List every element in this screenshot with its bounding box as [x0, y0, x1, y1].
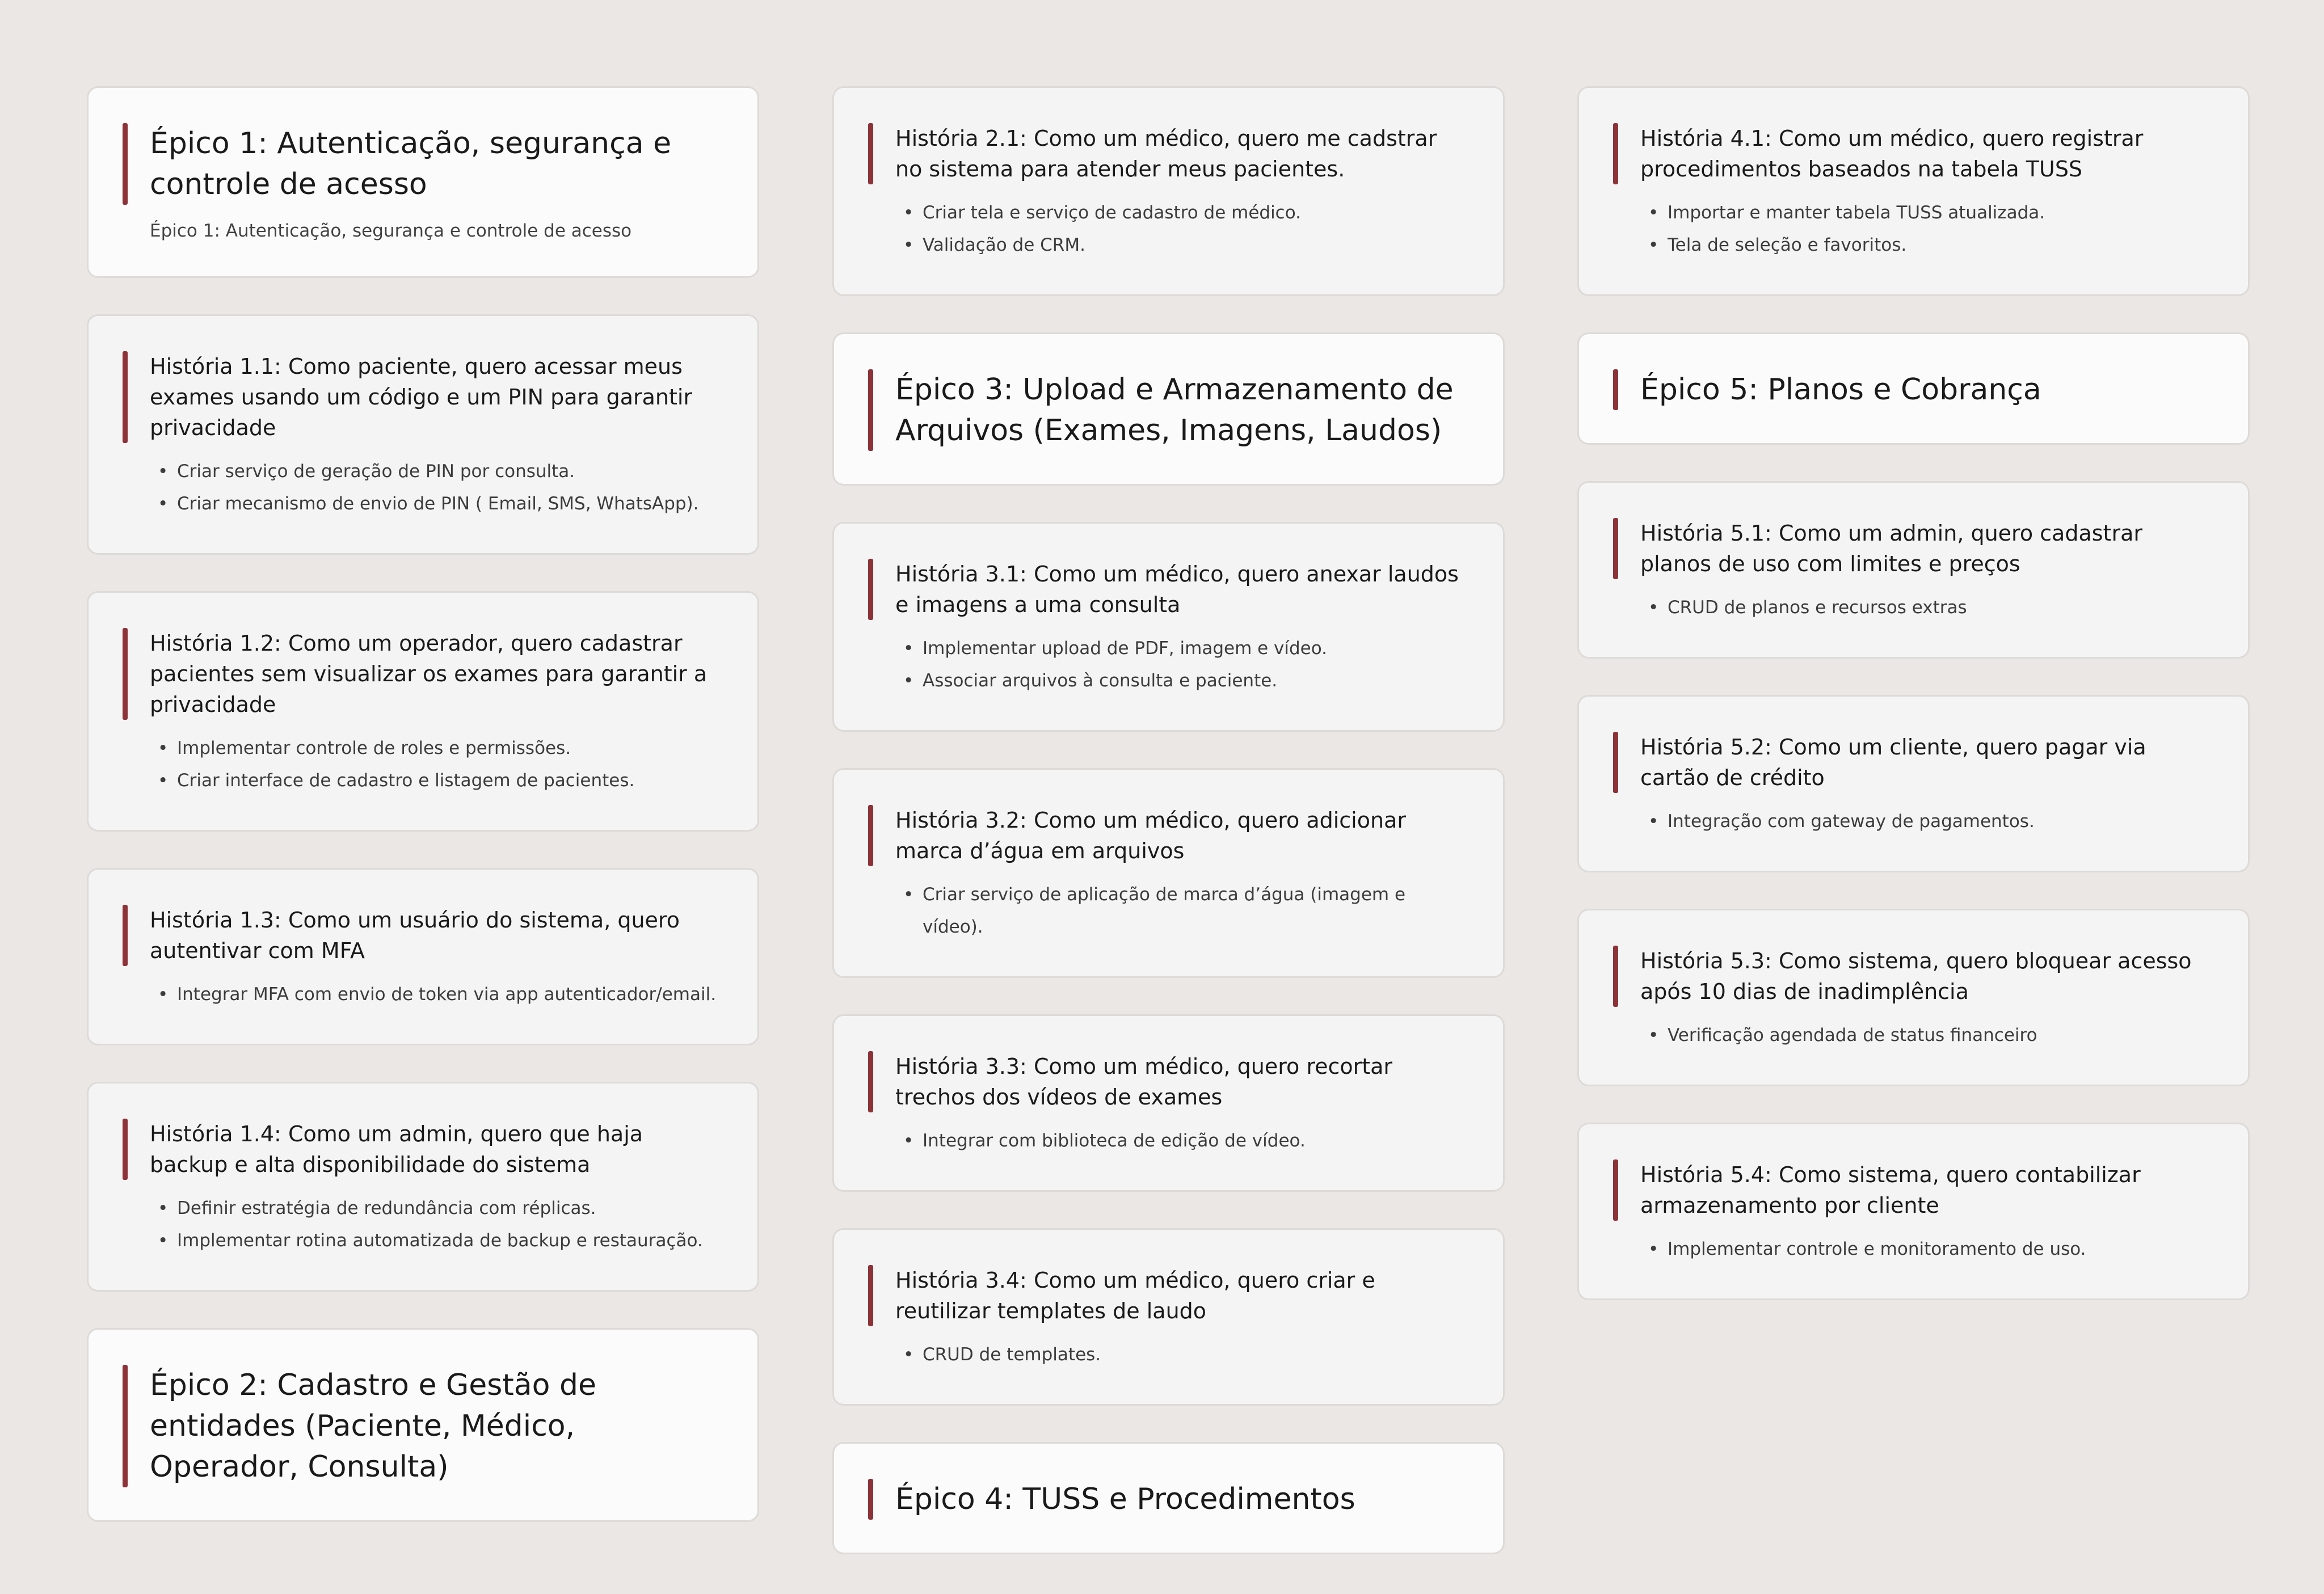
story-card[interactable]	[1577, 86, 2250, 296]
column-1	[87, 86, 759, 1558]
bullet-icon: •	[1648, 811, 1659, 832]
task-text: Integrar com biblioteca de edição de vídeo.	[923, 1131, 1306, 1151]
column-2	[832, 86, 1505, 1591]
task-text: Criar interface de cadastro e listagem de pacientes.	[177, 770, 635, 791]
epic-title: Épico 4: TUSS e Procedimentos	[895, 1482, 1355, 1516]
accent-bar	[868, 1265, 873, 1326]
task-text: Integrar MFA com envio de token via app autenticador/email.	[177, 984, 717, 1005]
task-text: Definir estratégia de redundância com réplicas.	[177, 1198, 596, 1218]
task-text: Verificação agendada de status financeiro	[1668, 1025, 2037, 1045]
task-text: Implementar controle e monitoramento de uso.	[1668, 1239, 2086, 1259]
story-card[interactable]	[832, 522, 1505, 732]
task-item	[150, 732, 723, 765]
bullet-icon: •	[158, 1230, 169, 1251]
epic-title: Épico 1: Autenticação, segurança e controle de acesso	[150, 126, 672, 201]
task-item	[895, 197, 1469, 229]
epic-card[interactable]	[832, 332, 1505, 486]
bullet-icon: •	[903, 1131, 914, 1151]
accent-bar	[868, 1051, 873, 1112]
story-title: História 1.4: Como um admin, quero que haja backup e alta disponibilidade do sistema	[150, 1121, 643, 1177]
card-header	[1613, 1159, 2214, 1221]
task-list	[895, 1339, 1469, 1371]
task-text: Importar e manter tabela TUSS atualizada.	[1668, 203, 2045, 223]
accent-bar	[123, 1119, 128, 1180]
task-text: Associar arquivos à consulta e paciente.	[923, 671, 1278, 691]
task-list	[1640, 1233, 2214, 1266]
task-list	[150, 456, 723, 520]
accent-bar	[1613, 946, 1618, 1007]
bullet-icon: •	[158, 984, 169, 1005]
bullet-icon: •	[158, 461, 169, 482]
story-card[interactable]	[1577, 695, 2250, 872]
task-text: Tela de seleção e favoritos.	[1668, 235, 1907, 255]
story-title: História 5.2: Como um cliente, quero pagar via cartão de crédito	[1640, 735, 2146, 790]
task-item	[895, 632, 1469, 665]
task-list	[895, 197, 1469, 262]
card-header	[123, 628, 723, 720]
task-text: Criar serviço de aplicação de marca d’água (imagem e vídeo).	[923, 884, 1406, 937]
card-header	[1613, 732, 2214, 793]
bullet-icon: •	[903, 884, 914, 905]
accent-bar	[123, 905, 128, 966]
story-title: História 3.3: Como um médico, quero recortar trechos dos vídeos de exames	[895, 1054, 1393, 1110]
bullet-icon: •	[903, 1344, 914, 1365]
card-header	[868, 1051, 1469, 1112]
bullet-icon: •	[158, 494, 169, 514]
bullet-icon: •	[903, 671, 914, 691]
accent-bar	[868, 369, 873, 451]
story-card[interactable]	[87, 1082, 759, 1292]
bullet-icon: •	[1648, 235, 1659, 255]
epic-card[interactable]	[87, 86, 759, 278]
story-card[interactable]	[1577, 909, 2250, 1086]
story-card[interactable]	[832, 1228, 1505, 1406]
story-card[interactable]	[87, 868, 759, 1045]
task-text: Implementar upload de PDF, imagem e vídeo.	[923, 638, 1328, 659]
task-item	[1640, 1233, 2214, 1266]
task-item	[895, 229, 1469, 262]
epic-subtitle: Épico 1: Autenticação, segurança e controle de acesso	[150, 221, 632, 241]
card-header	[868, 369, 1469, 451]
story-card[interactable]	[87, 314, 759, 555]
accent-bar	[868, 805, 873, 866]
task-text: Implementar rotina automatizada de backup e restauração.	[177, 1230, 703, 1251]
task-text: Criar serviço de geração de PIN por consulta.	[177, 461, 575, 482]
task-text: Validação de CRM.	[923, 235, 1085, 255]
bullet-icon: •	[158, 738, 169, 758]
task-item	[1640, 592, 2214, 624]
card-header	[1613, 946, 2214, 1007]
story-card[interactable]	[832, 768, 1505, 978]
accent-bar	[1613, 1159, 1618, 1221]
epic-card[interactable]	[1577, 332, 2250, 445]
story-title: História 5.3: Como sistema, quero bloquear acesso após 10 dias de inadimplência	[1640, 948, 2192, 1004]
bullet-icon: •	[1648, 1025, 1659, 1045]
story-card[interactable]	[832, 86, 1505, 296]
story-title: História 4.1: Como um médico, quero registrar procedimentos baseados na tabela TUSS	[1640, 126, 2144, 182]
card-header	[868, 559, 1469, 620]
task-list	[150, 1192, 723, 1257]
epic-title: Épico 5: Planos e Cobrança	[1640, 373, 2041, 407]
bullet-icon: •	[1648, 203, 1659, 223]
task-text: Integração com gateway de pagamentos.	[1668, 811, 2035, 832]
card-header	[868, 123, 1469, 184]
accent-bar	[1613, 369, 1618, 410]
story-title: História 2.1: Como um médico, quero me cadstrar no sistema para atender meus pacientes.	[895, 126, 1437, 182]
accent-bar	[123, 1365, 128, 1487]
card-header	[123, 123, 723, 205]
story-title: História 1.2: Como um operador, quero cadastrar pacientes sem visualizar os exames para garantir a privacidade	[150, 631, 708, 717]
task-list	[1640, 806, 2214, 838]
task-list	[1640, 197, 2214, 262]
story-title: História 1.1: Como paciente, quero acessar meus exames usando um código e um PIN para garantir privacidade	[150, 354, 693, 440]
task-item	[1640, 229, 2214, 262]
task-list	[895, 632, 1469, 697]
story-card[interactable]	[1577, 1123, 2250, 1300]
task-text: CRUD de templates.	[923, 1344, 1101, 1365]
task-item	[895, 879, 1469, 943]
story-card[interactable]	[1577, 481, 2250, 659]
accent-bar	[868, 559, 873, 620]
card-header	[123, 1365, 723, 1487]
story-title: História 5.1: Como um admin, quero cadastrar planos de uso com limites e preços	[1640, 521, 2142, 576]
epic-card[interactable]	[87, 1328, 759, 1522]
task-item	[895, 1125, 1469, 1157]
epic-card[interactable]	[832, 1442, 1505, 1554]
task-text: Implementar controle de roles e permissões.	[177, 738, 571, 758]
accent-bar	[1613, 123, 1618, 184]
task-item	[895, 665, 1469, 697]
column-3	[1577, 86, 2250, 1336]
bullet-icon: •	[903, 638, 914, 659]
task-item	[150, 765, 723, 797]
task-item	[150, 488, 723, 520]
card-header	[868, 1479, 1469, 1520]
accent-bar	[123, 628, 128, 720]
task-list	[150, 979, 723, 1011]
task-item	[1640, 806, 2214, 838]
card-header	[123, 351, 723, 443]
accent-bar	[868, 123, 873, 184]
epic-title: Épico 2: Cadastro e Gestão de entidades (Paciente, Médico, Operador, Consulta)	[150, 1368, 596, 1484]
bullet-icon: •	[158, 770, 169, 791]
card-header	[1613, 518, 2214, 579]
task-item	[1640, 197, 2214, 229]
story-card[interactable]	[832, 1014, 1505, 1192]
card-header	[868, 805, 1469, 866]
task-list	[1640, 1019, 2214, 1052]
accent-bar	[123, 351, 128, 443]
story-title: História 3.4: Como um médico, quero criar e reutilizar templates de laudo	[895, 1268, 1375, 1323]
card-header	[868, 1265, 1469, 1326]
accent-bar	[1613, 518, 1618, 579]
card-header	[123, 1119, 723, 1180]
bullet-icon: •	[903, 235, 914, 255]
story-title: História 3.1: Como um médico, quero anexar laudos e imagens a uma consulta	[895, 562, 1459, 617]
story-title: História 3.2: Como um médico, quero adicionar marca d’água em arquivos	[895, 808, 1406, 863]
bullet-icon: •	[903, 203, 914, 223]
task-item	[150, 1192, 723, 1225]
task-item	[1640, 1019, 2214, 1052]
story-title: História 1.3: Como um usuário do sistema, quero autentivar com MFA	[150, 908, 680, 963]
accent-bar	[123, 123, 128, 205]
accent-bar	[1613, 732, 1618, 793]
task-text: Criar mecanismo de envio de PIN ( Email, SMS, WhatsApp).	[177, 494, 699, 514]
task-item	[150, 456, 723, 488]
task-text: Criar tela e serviço de cadastro de médico.	[923, 203, 1301, 223]
bullet-icon: •	[158, 1198, 169, 1218]
story-title: História 5.4: Como sistema, quero contabilizar armazenamento por cliente	[1640, 1162, 2141, 1218]
task-list	[150, 732, 723, 797]
task-list	[1640, 592, 2214, 624]
task-item	[150, 1225, 723, 1257]
card-header	[1613, 369, 2214, 410]
bullet-icon: •	[1648, 597, 1659, 618]
task-text: CRUD de planos e recursos extras	[1668, 597, 1967, 618]
story-card[interactable]	[87, 591, 759, 832]
card-header	[123, 905, 723, 966]
bullet-icon: •	[1648, 1239, 1659, 1259]
task-item	[895, 1339, 1469, 1371]
epic-title: Épico 3: Upload e Armazenamento de Arquivos (Exames, Imagens, Laudos)	[895, 373, 1454, 448]
task-list	[895, 1125, 1469, 1157]
task-list	[895, 879, 1469, 943]
task-item	[150, 979, 723, 1011]
card-header	[1613, 123, 2214, 184]
accent-bar	[868, 1479, 873, 1520]
